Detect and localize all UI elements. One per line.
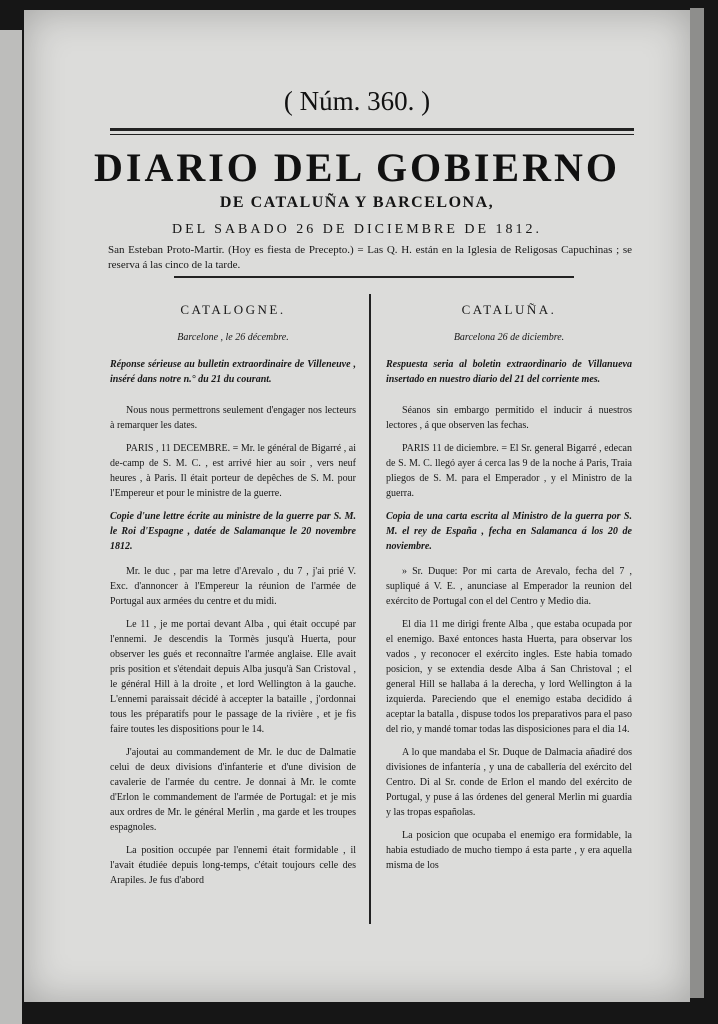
column-divider <box>369 294 371 924</box>
french-heading: CATALOGNE. <box>180 302 286 317</box>
french-reply-title: Réponse sérieuse au bulletin extraordinaire de Villeneuve , inséré dans notre n.° du 21 du courant. <box>110 359 356 385</box>
french-paragraph: Nous nous permettrons seulement d'engager nos lecteurs à remarquer les dates. <box>110 405 356 431</box>
french-paragraph: PARIS , 11 DECEMBRE. = Mr. le général de Bigarré , ai de-camp de S. M. C. , est arrivé hier au soir , vers neuf heures , à Paris. Il était porteur de depêches de S. M. pour l'Empereur et pour le ministre de la guerre. <box>110 443 356 499</box>
french-letter-paragraph: Mr. le duc , par ma letre d'Arevalo , du 7 , j'ai prié V. Exc. d'annoncer à l'Empereur la réunion de l'armée de Portugal aux armées du centre et du midi. <box>110 566 356 607</box>
spanish-paragraph: PARIS 11 de diciembre. = El Sr. general Bigarré , edecan de S. M. C. llegó ayer á cerca las 9 de la noche á Paris, Traia pliegos de S. M. para el Emperador , y el Ministro de la guerra. <box>386 443 632 499</box>
french-letter-paragraph: J'ajoutai au commandement de Mr. le duc de Dalmatie celui de deux divisions d'infanterie et d'une division de cavalerie de l'armée du centre. Je donnai à Mr. le comte d'Erlon le commandement de l'armée de Portugal: et je mis aux ordres de Mr. le général Merlin , ma garde et les troupes espagnoles. <box>110 747 356 833</box>
header-bottom-rule <box>174 276 574 278</box>
daily-notice: San Esteban Proto-Martir. (Hoy es fiesta de Precepto.) = Las Q. H. están en la Iglesia de Religosas Capuchinas ; se reserva á las cinco de la tarde. <box>108 244 632 271</box>
french-letter-paragraph: La position occupée par l'ennemi était formidable , il l'avait étudiée depuis long-temps, c'était toujours celle des Arapiles. Je fus d'abord <box>110 845 356 886</box>
french-dateline: Barcelone , le 26 décembre. <box>177 332 289 343</box>
spanish-letter-paragraph: La posicion que ocupaba el enemigo era formidable, la habia estudiado de mucho tiempo á esta parte , y era aquella misma de los <box>386 830 632 871</box>
spanish-reply-title: Respuesta seria al boletin extraordinario de Villanueva insertado en nuestro diario del 21 del corriente mes. <box>386 359 632 385</box>
issue-date: DEL SABADO 26 DE DICIEMBRE DE 1812. <box>171 222 543 237</box>
issue-number: ( Núm. 360. ) <box>283 86 431 116</box>
french-column <box>110 302 356 896</box>
spanish-letter-paragraph: A lo que mandaba el Sr. Duque de Dalmacia añadiré dos divisiones de infantería , y una de caballería del exército del Centro. Di al Sr. conde de Erlon el mando del exército de Portugal, y puse á las órdenes del general Merlin mi guardia y las tropas españolas. <box>386 747 632 818</box>
spanish-column <box>386 302 632 881</box>
french-letter-heading: Copie d'une lettre écrite au ministre de la guerre par S. M. le Roi d'Espagne , datée de Salamanque le 20 novembre 1812. <box>110 511 356 552</box>
french-letter-paragraph: Le 11 , je me portai devant Alba , qui était occupé par l'ennemi. Je descendis la Tormès jusqu'à Huerta, pour observer les gués et reconnaître l'armée anglaise. Elle avait pris position et s'étendait depuis Alba jusqu'à San Cristoval , le général Hill à la droite , et lord Wellington à la gauche. L'ennemi paraissait décidé à accepter la bataille , j'ordonnai tous les préparatifs pour le passage de la rivière , et je fis faire toutes les dispositions pour le 14. <box>110 619 356 735</box>
facing-page-edge <box>0 30 22 1024</box>
masthead-title: DIARIO DEL GOBIERNO <box>94 145 620 190</box>
spanish-dateline: Barcelona 26 de diciembre. <box>453 332 565 343</box>
top-rule-thick <box>110 128 634 131</box>
masthead-subtitle: DE CATALUÑA Y BARCELONA, <box>219 194 495 211</box>
spanish-letter-heading: Copia de una carta escrita al Ministro de la guerra por S. M. el rey de España , fecha en Salamanca á los 20 de noviembre. <box>386 511 632 552</box>
newspaper-page <box>24 10 690 1002</box>
spanish-letter-paragraph: El dia 11 me dirigi frente Alba , que estaba ocupada por el enemigo. Baxé entonces hasta Huerta, para observar los vados , y reconocer el exército ingles. Este habia tomado posicion, y se extendia desde Alba á San Christoval ; el general Hill se hallaba á la derecha, y lord Wellington á la izquierda. Pareciendo que el enemigo estaba decidido á aceptar la batalla , dispuse todos los preparativos para el paso del rio, y mandé tomar todas las disposiciones para el dia 14. <box>386 619 632 735</box>
spanish-paragraph: Séanos sin embargo permitido el inducir á nuestros lectores , á que observen las fechas. <box>386 405 632 431</box>
spanish-heading: CATALUÑA. <box>461 302 557 317</box>
top-rule-thin <box>110 134 634 135</box>
spanish-letter-paragraph: » Sr. Duque: Por mi carta de Arevalo, fecha del 7 , supliqué á V. E. , anunciase al Emperador la reunion del exército de Portugal con el del Centro y Medio dia. <box>386 566 632 607</box>
book-spine-edge <box>690 8 704 998</box>
